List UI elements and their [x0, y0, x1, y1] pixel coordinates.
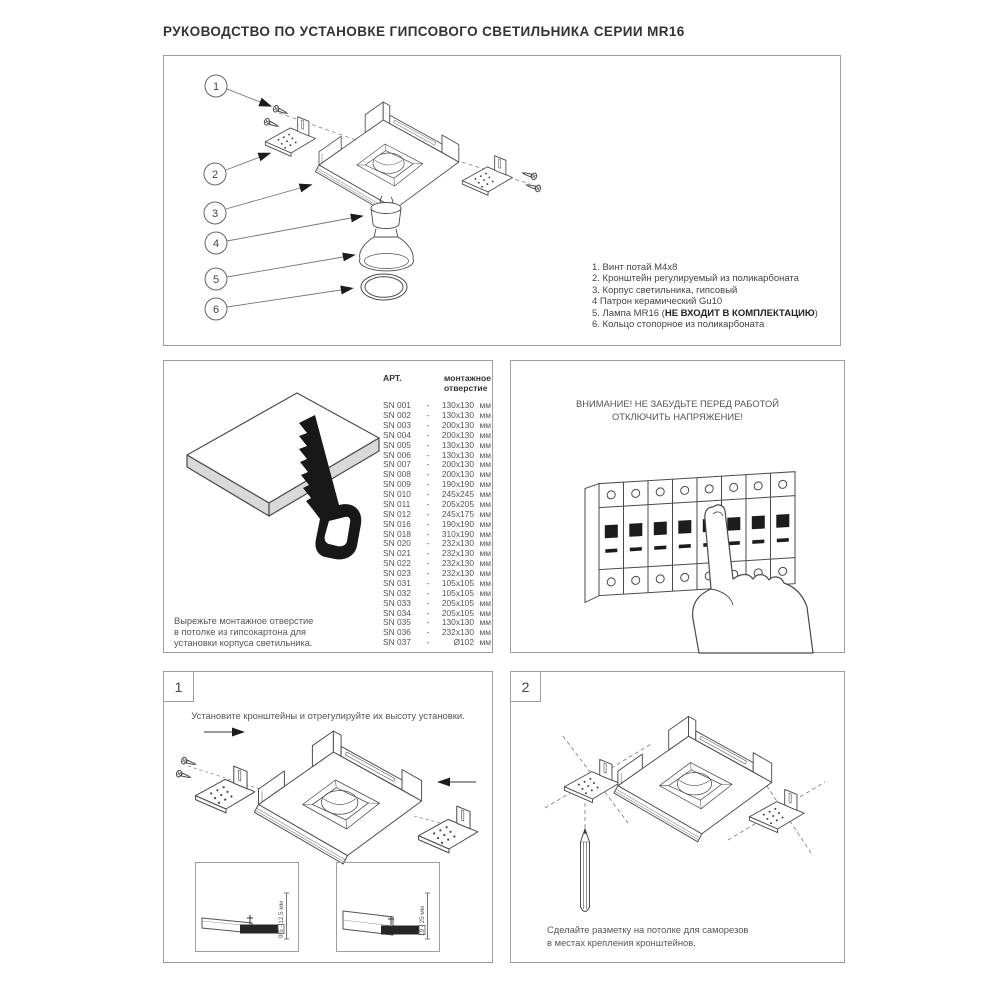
- parts-list-item: 5. Лампа MR16 (НЕ ВХОДИТ В КОМПЛЕКТАЦИЮ): [592, 307, 818, 319]
- callout-1: 1: [212, 81, 220, 93]
- breaker-box-illustration: [563, 439, 835, 651]
- depth-detail-single-drawing: [196, 863, 298, 951]
- article-size-table: [383, 374, 491, 648]
- table-rows: [383, 401, 491, 648]
- table-row: SN 011 - 205x205 мм: [383, 498, 491, 509]
- parts-list-item: 6. Кольцо стопорное из поликарбоната: [592, 319, 765, 331]
- cutout-caption: [174, 616, 313, 649]
- table-row: SN 036 - 232x130 мм: [383, 627, 491, 638]
- table-row: SN 031 - 105x105 мм: [383, 577, 491, 588]
- callout-2: 2: [211, 169, 219, 181]
- screw-icon: [263, 118, 279, 130]
- table-row: SN 010 - 245x245 мм: [383, 489, 491, 500]
- step1-number: 1: [164, 672, 194, 702]
- table-row: SN 006 - 130x130 мм: [383, 449, 491, 460]
- step1-instruction: Установите кронштейны и отрегулируйте их высоту установки.: [191, 710, 465, 721]
- callout-6: 6: [212, 304, 220, 316]
- bracket-left: [564, 759, 619, 802]
- instruction-line: в местах крепления кронштейнов.: [547, 936, 696, 948]
- lamp-body: [614, 716, 772, 841]
- callout-5: 5: [212, 274, 220, 286]
- table-row: SN 003 - 200x130 мм: [383, 419, 491, 430]
- table-row: SN 034 - 205x105 мм: [383, 607, 491, 618]
- table-row: SN 022 - 232x130 мм: [383, 558, 491, 569]
- table-row: SN 020 - 232x130 мм: [383, 538, 491, 549]
- screw-icon: [522, 170, 538, 181]
- parts-list-item: 4 Патрон керамический Gu10: [592, 296, 723, 308]
- parts-list-item: 2. Кронштейн регулируемый из поликарбоната: [592, 273, 799, 285]
- warning-line: ВНИМАНИЕ! НЕ ЗАБУДЬТЕ ПЕРЕД РАБОТОЙ: [576, 398, 779, 409]
- table-row: SN 021 - 232x130 мм: [383, 548, 491, 559]
- table-row: SN 023 - 232x130 мм: [383, 568, 491, 579]
- parts-list-item: 1. Винт потай М4х8: [592, 262, 678, 273]
- lamp-body: [254, 731, 421, 864]
- cutout-panel: [163, 360, 493, 653]
- table-row: SN 001 - 130x130 мм: [383, 400, 491, 411]
- screw-icon: [526, 182, 542, 193]
- dimension-label: 9.5 - 12.5 мм: [278, 900, 285, 938]
- page-title: РУКОВОДСТВО ПО УСТАНОВКЕ ГИПСОВОГО СВЕТИЛЬНИКА СЕРИИ MR16: [163, 24, 685, 39]
- lamp-mr16: [360, 229, 414, 271]
- table-row: SN 004 - 200x130 мм: [383, 429, 491, 440]
- parts-list: [592, 262, 818, 330]
- header-hole: монтажное отверстие: [444, 373, 491, 393]
- lock-ring: [361, 274, 407, 300]
- callout-3: 3: [211, 208, 219, 220]
- bracket-right: [419, 806, 478, 853]
- table-row: SN 035 - 130x130 мм: [383, 617, 491, 628]
- step2-panel: [510, 671, 845, 963]
- table-header: [383, 374, 491, 393]
- table-row: SN 005 - 130x130 мм: [383, 439, 491, 450]
- depth-detail-single: [195, 862, 299, 952]
- depth-detail-double: [336, 862, 440, 952]
- parts-list-item: 3. Корпус светильника, гипсовый: [592, 284, 738, 296]
- warning-line: ОТКЛЮЧИТЬ НАПРЯЖЕНИЕ!: [611, 411, 743, 422]
- bracket-left: [196, 766, 255, 813]
- callout-leader-lines: [226, 89, 351, 307]
- step2-instruction: [547, 924, 748, 949]
- table-row: SN 009 - 190x190 мм: [383, 479, 491, 490]
- step2-number: 2: [511, 672, 541, 702]
- instruction-line: Сделайте разметку на потолке для саморезов: [547, 924, 749, 935]
- table-row: SN 002 - 130x130 мм: [383, 410, 491, 421]
- saw-cutting-illustration: [179, 383, 379, 608]
- dimension-label: 19 - 25 мм: [419, 905, 426, 936]
- table-row: SN 032 - 105x105 мм: [383, 587, 491, 598]
- screw-icon: [272, 105, 288, 117]
- callout-4: 4: [212, 238, 220, 250]
- bracket-install-illustration: [174, 718, 484, 860]
- table-row: SN 018 - 310x190 мм: [383, 528, 491, 539]
- table-row: SN 008 - 200x130 мм: [383, 469, 491, 480]
- warning-panel: [510, 360, 845, 653]
- pencil-icon: [581, 829, 590, 912]
- ceiling-marking-illustration: [533, 688, 833, 918]
- caption-line: Вырежьте монтажное отверстие: [174, 616, 314, 626]
- table-row: SN 007 - 200x130 мм: [383, 459, 491, 470]
- step1-panel: [163, 671, 493, 963]
- table-row: SN 012 - 245x175 мм: [383, 508, 491, 519]
- caption-line: в потолке из гипсокартона для: [174, 627, 307, 637]
- overview-panel: [163, 55, 841, 346]
- callout-circles: [204, 75, 227, 320]
- warning-text: [511, 397, 844, 423]
- depth-detail-double-drawing: [337, 863, 439, 951]
- table-row: SN 033 - 205x105 мм: [383, 597, 491, 608]
- header-art: АРТ.: [383, 373, 402, 383]
- caption-line: установки корпуса светильника.: [174, 638, 313, 648]
- screw-icon: [176, 770, 192, 781]
- bracket-right: [462, 156, 512, 196]
- bracket-right: [749, 789, 804, 832]
- table-row: SN 016 - 190x190 мм: [383, 518, 491, 529]
- lamp-body: [315, 102, 458, 216]
- table-row: SN 037 - Ø102 мм: [383, 637, 491, 648]
